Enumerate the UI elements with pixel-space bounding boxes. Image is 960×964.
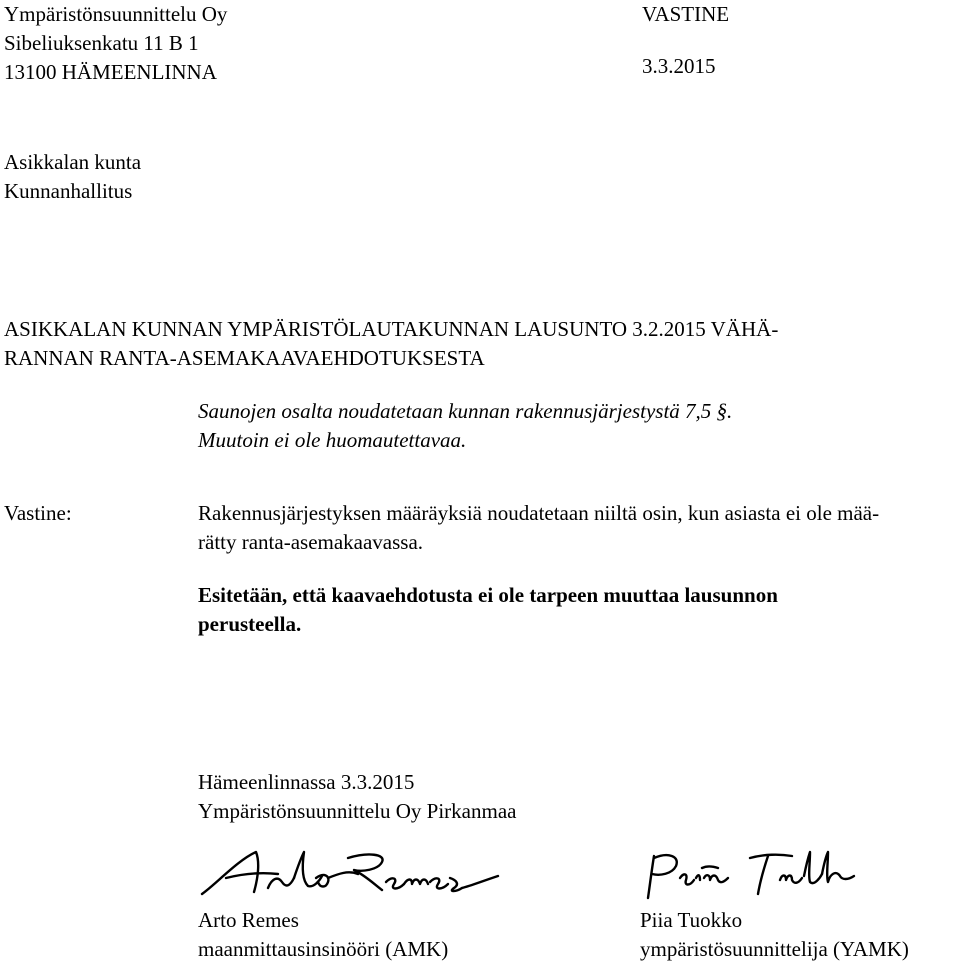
closing-organization: Ympäristönsuunnittelu Oy Pirkanmaa xyxy=(198,799,517,823)
recipient-body: Kunnanhallitus xyxy=(4,179,133,203)
document-heading xyxy=(4,315,778,373)
response-label: Vastine: xyxy=(4,501,72,525)
proposal-line-2: perusteella. xyxy=(198,612,302,636)
response-line-1: Rakennusjärjestyksen määräyksiä noudatetaan niiltä osin, kun asiasta ei ole mää- xyxy=(198,501,880,525)
heading-line-1: ASIKKALAN KUNNAN YMPÄRISTÖLAUTAKUNNAN LAUSUNTO 3.2.2015 VÄHÄ- xyxy=(4,317,779,341)
document-type: VASTINE xyxy=(642,2,730,26)
sender-postal: 13100 HÄMEENLINNA xyxy=(4,60,217,84)
signature-arto-remes xyxy=(198,848,518,902)
response-text xyxy=(198,499,879,557)
signatory-2-name: Piia Tuokko xyxy=(640,908,743,932)
closing xyxy=(198,768,516,826)
quoted-statement xyxy=(198,397,732,455)
closing-place-date: Hämeenlinnassa 3.3.2015 xyxy=(198,770,415,794)
signatory-2-title: ympäristösuunnittelija (YAMK) xyxy=(640,937,909,961)
sender-company: Ympäristönsuunnittelu Oy xyxy=(4,2,228,26)
heading-line-2: RANNAN RANTA-ASEMAKAAVAEHDOTUKSESTA xyxy=(4,346,485,370)
recipient-address xyxy=(4,148,141,206)
sender-address xyxy=(4,0,227,87)
signature-piia-tuokko xyxy=(640,848,880,902)
signatory-1-title: maanmittausinsinööri (AMK) xyxy=(198,937,449,961)
response-line-2: rätty ranta-asemakaavassa. xyxy=(198,530,424,554)
sender-street: Sibeliuksenkatu 11 B 1 xyxy=(4,31,199,55)
statement-line-2: Muutoin ei ole huomautettavaa. xyxy=(198,428,467,452)
signatory-1-name: Arto Remes xyxy=(198,908,299,932)
document-date: 3.3.2015 xyxy=(642,54,716,78)
signatory-2 xyxy=(640,906,909,964)
proposal-line-1: Esitetään, että kaavaehdotusta ei ole tarpeen muuttaa lausunnon xyxy=(198,583,778,607)
signatory-1 xyxy=(198,906,448,964)
recipient-municipality: Asikkalan kunta xyxy=(4,150,142,174)
statement-line-1: Saunojen osalta noudatetaan kunnan rakennusjärjestystä 7,5 §. xyxy=(198,399,733,423)
proposal-text xyxy=(198,581,778,639)
